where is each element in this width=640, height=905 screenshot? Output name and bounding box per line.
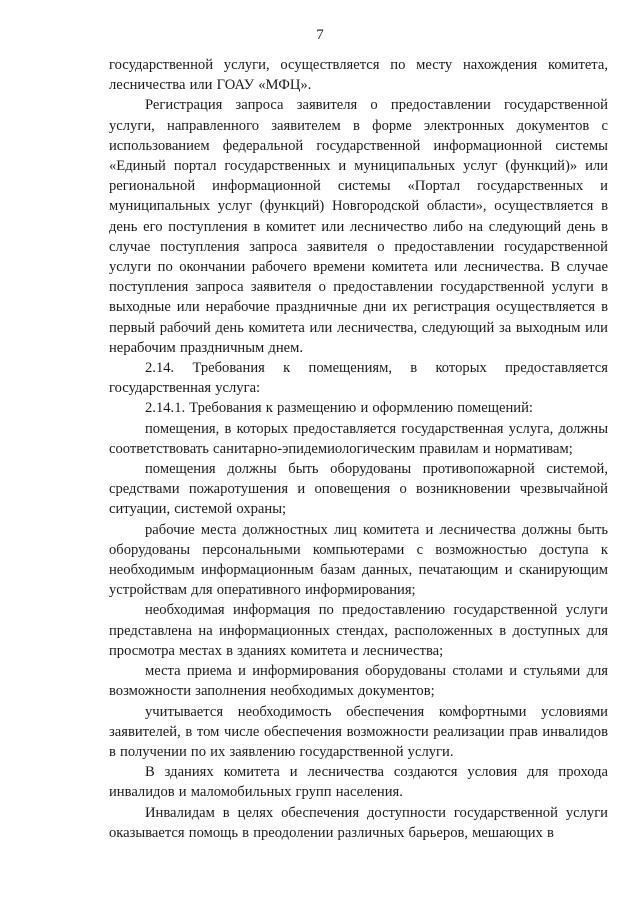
paragraph-comfort: учитывается необходимость обеспечения комфортными условиями заявителей, в том числе обеспечения возможности реализации прав инвалидов в получении по их заявлению государственной услуги. [109,703,608,760]
paragraph-workplaces: рабочие места должностных лиц комитета и лесничества должны быть оборудованы персональными компьютерами с возможностью доступа к необходимым информационным базам данных, печатающим и сканирующим устройствам для оперативного информирования; [109,521,608,599]
paragraph-fire-safety: помещения должны быть оборудованы противопожарной системой, средствами пожаротушения и оповещения о возникновении чрезвычайной ситуации, системой охраны; [109,461,608,518]
paragraph-sanitary: помещения, в которых предоставляется государственная услуга, должны соответствовать санитарно-эпидемиологическим правилам и нормативам; [109,420,608,457]
page-number: 7 [316,27,324,43]
document-body [109,55,608,843]
paragraph-continuation: государственной услуги, осуществляется по месту нахождения комитета, лесничества или ГОАУ «МФЦ». [109,57,608,94]
paragraph-registration: Регистрация запроса заявителя о предоставлении государственной услуги, направленного заявителем в форме электронных документов с использованием федеральной государственной информационной системы «Единый портал государственных и муниципальных услуг (функций)» или региональной информационной системы «Портал государственных и муниципальных услуг (функций) Новгородской области», осуществляется в день его поступления в комитет или лесничество либо на следующий день в случае поступления запроса заявителя о предоставлении государственной услуги по окончании рабочего времени комитета или лесничества. В случае поступления запроса заявителя о предоставлении государственной услуги в выходные или нерабочие праздничные дни их регистрация осуществляется в первый рабочий день комитета или лесничества, следующий за выходным или нерабочим праздничным днем. [109,97,608,356]
paragraph-section-2-14-1: 2.14.1. Требования к размещению и оформлению помещений: [145,400,533,417]
paragraph-info-stands: необходимая информация по предоставлению государственной услуги представлена на информационных стендах, расположенных в доступных для просмотра местах в зданиях комитета и лесничества; [109,602,608,659]
paragraph-reception: места приема и информирования оборудованы столами и стульями для возможности заполнения необходимых документов; [109,663,608,700]
paragraph-disabled-assistance: Инвалидам в целях обеспечения доступности государственной услуги оказывается помощь в преодолении различных барьеров, мешающих в [109,804,608,841]
paragraph-accessibility: В зданиях комитета и лесничества создаются условия для прохода инвалидов и маломобильных групп населения. [109,764,608,801]
paragraph-section-2-14: 2.14. Требования к помещениям, в которых предоставляется государственная услуга: [109,360,608,397]
